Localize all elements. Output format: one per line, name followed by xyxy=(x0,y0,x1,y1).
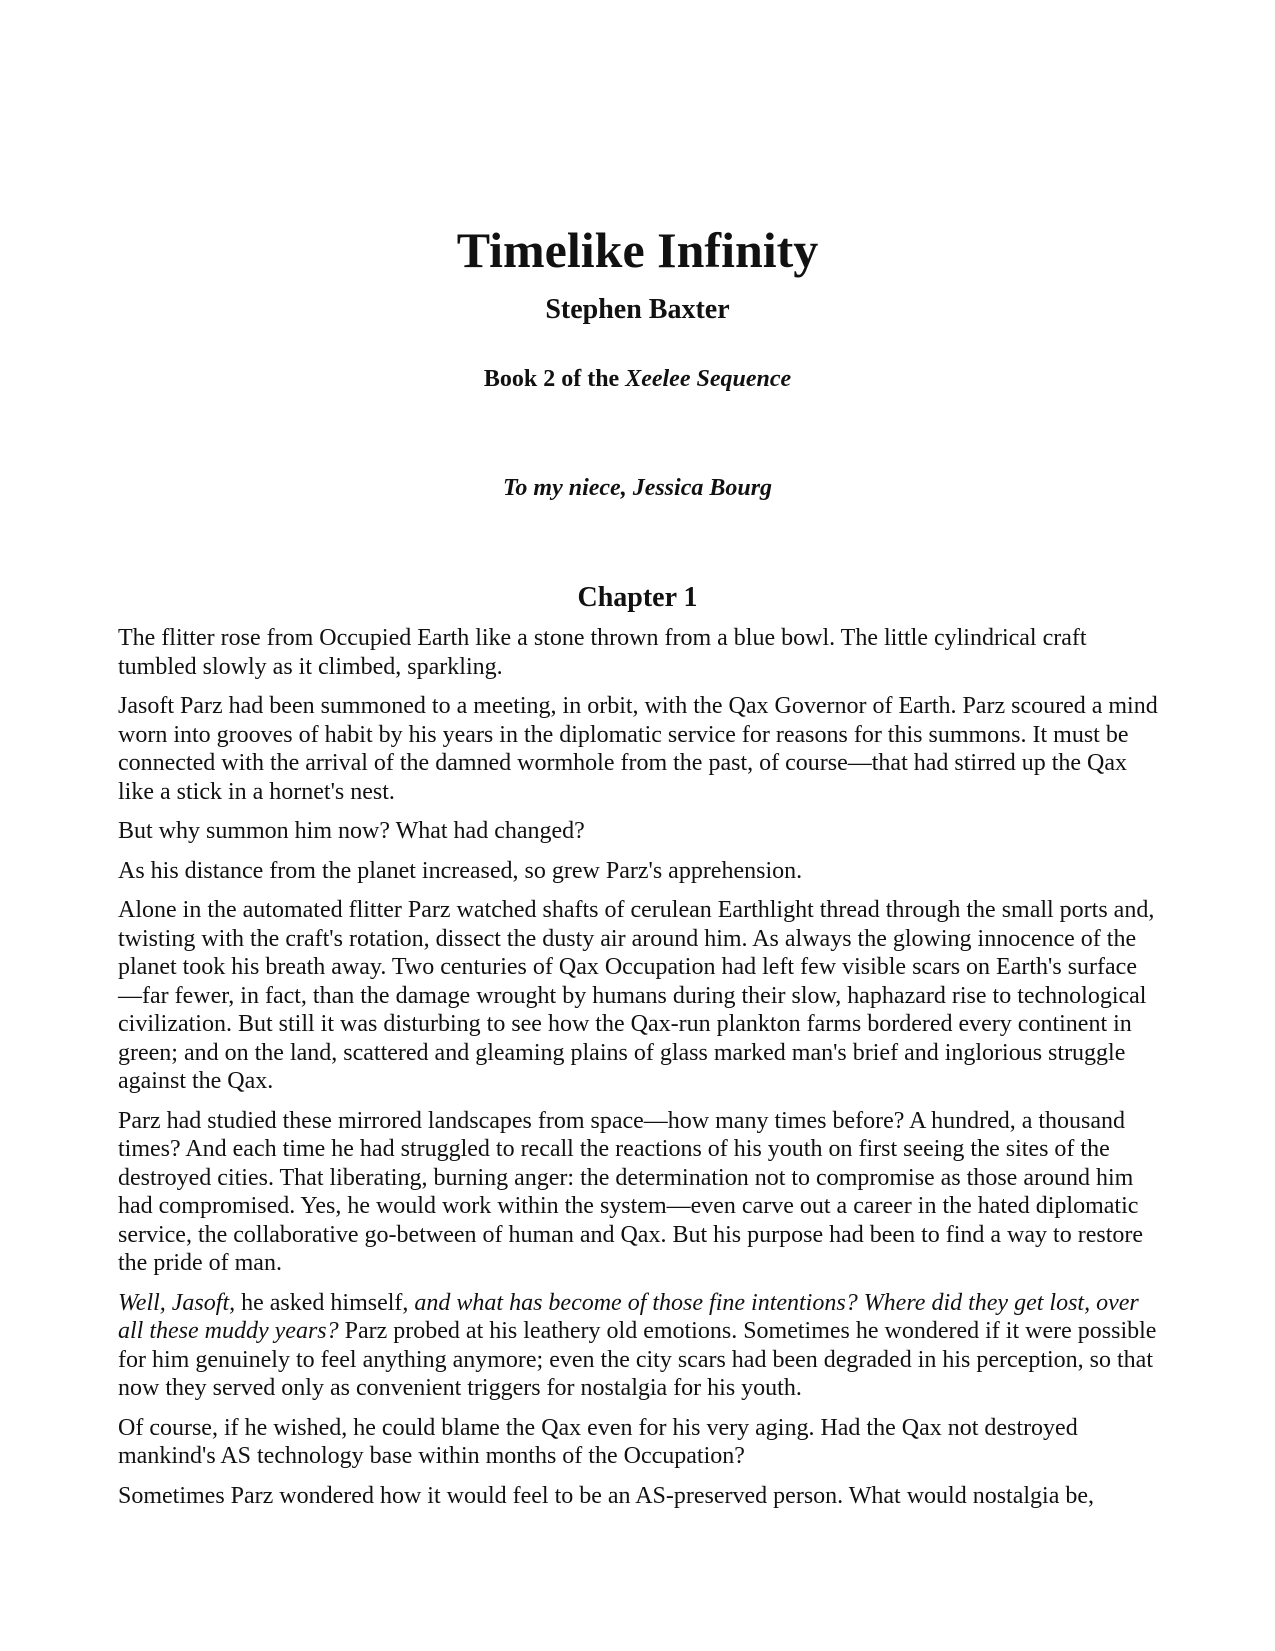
italic-thought: and what has become of those fine intentions? Where did they get lost, over all these muddy years? xyxy=(118,1289,1139,1344)
paragraph-mixed xyxy=(118,1289,1158,1403)
paragraph: Of course, if he wished, he could blame the Qax even for his very aging. Had the Qax not destroyed mankind's AS technology base within months of the Occupation? xyxy=(118,1414,1078,1469)
series-name: Xeelee Sequence xyxy=(625,366,792,392)
paragraph: But why summon him now? What had changed? xyxy=(118,818,585,844)
narration: he asked himself, xyxy=(235,1289,415,1316)
chapter-body xyxy=(118,624,1158,1521)
book-title: Timelike Infinity xyxy=(456,222,819,278)
chapter-heading: Chapter 1 xyxy=(577,582,698,613)
paragraph: Alone in the automated flitter Parz watched shafts of cerulean Earthlight thread through the small ports and, twisting with the craft's rotation, dissect the dusty air around him. As always the glowing innocence of the planet took his breath away. Two centuries of Qax Occupation had left few visible scars on Earth's surface—far fewer, in fact, than the damage wrought by humans during their slow, haphazard rise to technological civilization. But still it was disturbing to see how the Qax-run plankton farms bordered every continent in green; and on the land, scattered and gleaming plains of glass marked man's brief and inglorious struggle against the Qax. xyxy=(118,897,1155,1094)
series-prefix: Book 2 of the xyxy=(483,366,626,392)
series-line xyxy=(0,365,1275,393)
paragraph: Sometimes Parz wondered how it would feel to be an AS-preserved person. What would nostalgia be, xyxy=(118,1482,1094,1509)
paragraph: The flitter rose from Occupied Earth like a stone thrown from a blue bowl. The little cylindrical craft tumbled slowly as it climbed, sparkling. xyxy=(118,625,1087,680)
italic-thought: Well, Jasoft, xyxy=(118,1289,236,1316)
narration: Parz probed at his leathery old emotions. Sometimes he wondered if it were possible for him genuinely to feel anything anymore; even the city scars had been degraded in his perception, so that now they served only as convenient triggers for nostalgia for his youth. xyxy=(118,1318,1157,1401)
paragraph: Parz had studied these mirrored landscapes from space—how many times before? A hundred, a thousand times? And each time he had struggled to recall the reactions of his youth on first seeing the sites of the destroyed cities. That liberating, burning anger: the determination not to compromise as those around him had compromised. Yes, he would work within the system—even carve out a career in the hated diplomatic service, the collaborative go-between of human and Qax. But his purpose had been to find a way to restore the pride of man. xyxy=(118,1107,1144,1276)
book-author: Stephen Baxter xyxy=(545,294,730,325)
paragraph: Jasoft Parz had been summoned to a meeting, in orbit, with the Qax Governor of Earth. Parz scoured a mind worn into grooves of habit by his years in the diplomatic service for reasons for this summons. It must be connected with the arrival of the damned wormhole from the past, of course—that had stirred up the Qax like a stick in a hornet's nest. xyxy=(118,693,1158,805)
paragraph: As his distance from the planet increased, so grew Parz's apprehension. xyxy=(118,857,803,884)
dedication: To my niece, Jessica Bourg xyxy=(502,475,773,501)
